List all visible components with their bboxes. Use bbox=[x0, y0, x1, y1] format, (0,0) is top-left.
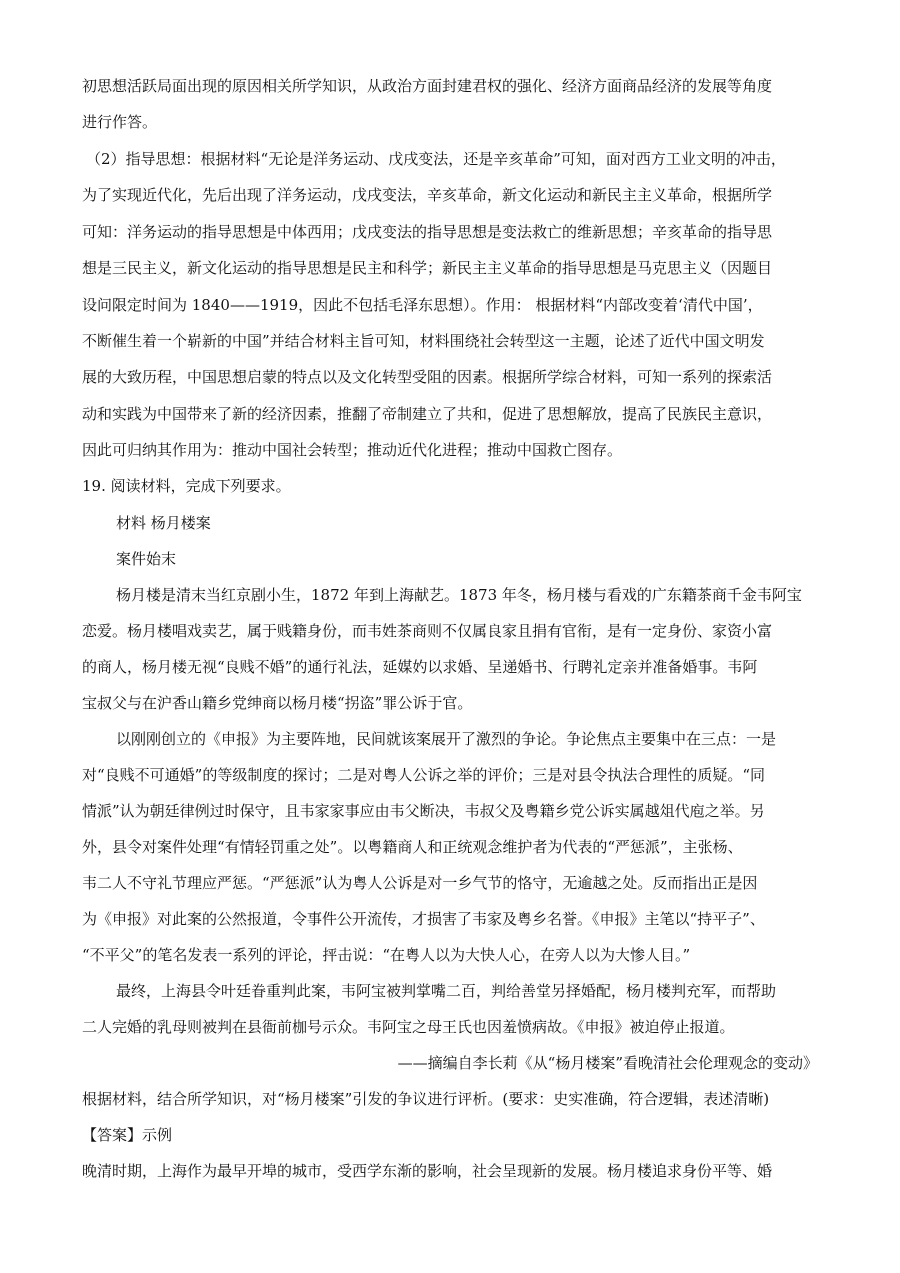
material-line: 最终，上海县令叶廷眷重判此案，韦阿宝被判掌嘴二百，判给善堂另择婚配，杨月楼判充军，而帮助 bbox=[116, 982, 777, 1000]
answer-part2-line: 不断催生着一个崭新的中国”并结合材料主旨可知，材料围绕社会转型这一主题，论述了近代中国文明发 bbox=[82, 332, 765, 350]
material-line: 为《申报》对此案的公然报道，令事件公开流传，才损害了韦家及粤乡名誉。《申报》主笔以“持平子”、 bbox=[82, 910, 765, 928]
material-line: 情派”认为朝廷律例过时保守，且韦家家事应由韦父断决，韦叔父及粤籍乡党公诉实属越俎代庖之举。另 bbox=[82, 802, 765, 820]
answer-part2-line: 动和实践为中国带来了新的经济因素，推翻了帝制建立了共和，促进了思想解放，提高了民族民主意识， bbox=[82, 405, 773, 423]
material-source: ——摘编自李长莉《从“杨月楼案”看晚清社会伦理观念的变动》 bbox=[397, 1054, 818, 1072]
material-line: 二人完婚的乳母则被判在县衙前枷号示众。韦阿宝之母王氏也因羞愤病故。《申报》被迫停止报道。 bbox=[82, 1018, 735, 1036]
material-line: 宝叔父与在沪香山籍乡党绅商以杨月楼“拐盗”罪公诉于官。 bbox=[82, 694, 473, 712]
answer-part2-line: 展的大致历程，中国思想启蒙的特点以及文化转型受阻的因素。根据所学综合材料，可知一系列的探索活 bbox=[82, 368, 773, 386]
material-line: “不平父”的笔名发表一系列的评论，抨击说：“在粤人以为大快人心，在旁人以为大惨人目。” bbox=[82, 946, 691, 964]
material-line: 对“良贱不可通婚”的等级制度的探讨；二是对粤人公诉之举的评价；三是对县令执法合理性的质疑。“同 bbox=[82, 766, 766, 784]
answer-part2-line: 可知：洋务运动的指导思想是中体西用；戊戌变法的指导思想是变法救亡的维新思想；辛亥革命的指导思 bbox=[82, 223, 773, 241]
material-line: 恋爱。杨月楼唱戏卖艺，属于贱籍身份，而韦姓茶商则不仅属良家且捐有官衔，是有一定身份、家资小富 bbox=[82, 622, 773, 640]
material-line: 的商人，杨月楼无视“良贱不婚”的通行礼法，延媒妁以求婚、呈递婚书、行聘礼定亲并准备婚事。韦阿 bbox=[82, 658, 758, 676]
answer-line: 晚清时期，上海作为最早开埠的城市，受西学东渐的影响，社会呈现新的发展。杨月楼追求身份平等、婚 bbox=[82, 1162, 773, 1180]
material-line: 韦二人不守礼节理应严惩。“严惩派”认为粤人公诉是对一乡气节的恪守，无逾越之处。反而指出正是因 bbox=[82, 874, 758, 892]
answer-part2-line: 因此可归纳其作用为：推动中国社会转型；推动近代化进程；推动中国救亡图存。 bbox=[82, 441, 623, 459]
material-line: 外，县令对案件处理“有情轻罚重之处”。以粤籍商人和正统观念维护者为代表的“严惩派”，主张杨、 bbox=[82, 838, 743, 856]
answer-part2-line: （2）指导思想：根据材料“无论是洋务运动、戊戌变法，还是辛亥革命”可知，面对西方工业文明的冲击， bbox=[86, 150, 786, 168]
answer-part2-line: 为了实现近代化，先后出现了洋务运动，戊戌变法，辛亥革命，新文化运动和新民主主义革命，根据所学 bbox=[82, 186, 773, 204]
answer-part1-line: 初思想活跃局面出现的原因相关所学知识，从政治方面封建君权的强化、经济方面商品经济的发展等角度 bbox=[82, 77, 773, 95]
answer-part1-line: 进行作答。 bbox=[82, 113, 158, 131]
material-line: 以刚刚创立的《申报》为主要阵地，民间就该案展开了激烈的争论。争论焦点主要集中在三点：一是 bbox=[116, 730, 777, 748]
material-title: 材料 杨月楼案 bbox=[116, 514, 211, 532]
section-title: 案件始末 bbox=[116, 550, 177, 568]
answer-label: 【答案】示例 bbox=[82, 1126, 173, 1144]
question-requirement: 根据材料，结合所学知识，对“杨月楼案”引发的争议进行评析。(要求：史实准确，符合逻辑，表述清晰) bbox=[82, 1090, 770, 1108]
answer-part2-line: 设问限定时间为 1840——1919，因此不包括毛泽东思想）。作用： 根据材料“内部改变着‘清代中国’， bbox=[82, 296, 763, 314]
question-stem: 19. 阅读材料，完成下列要求。 bbox=[82, 477, 291, 495]
material-line: 杨月楼是清末当红京剧小生，1872 年到上海献艺。1873 年冬，杨月楼与看戏的广东籍茶商千金韦阿宝 bbox=[116, 586, 802, 604]
answer-part2-line: 想是三民主义，新文化运动的指导思想是民主和科学；新民主主义革命的指导思想是马克思主义（因题目 bbox=[82, 259, 773, 277]
